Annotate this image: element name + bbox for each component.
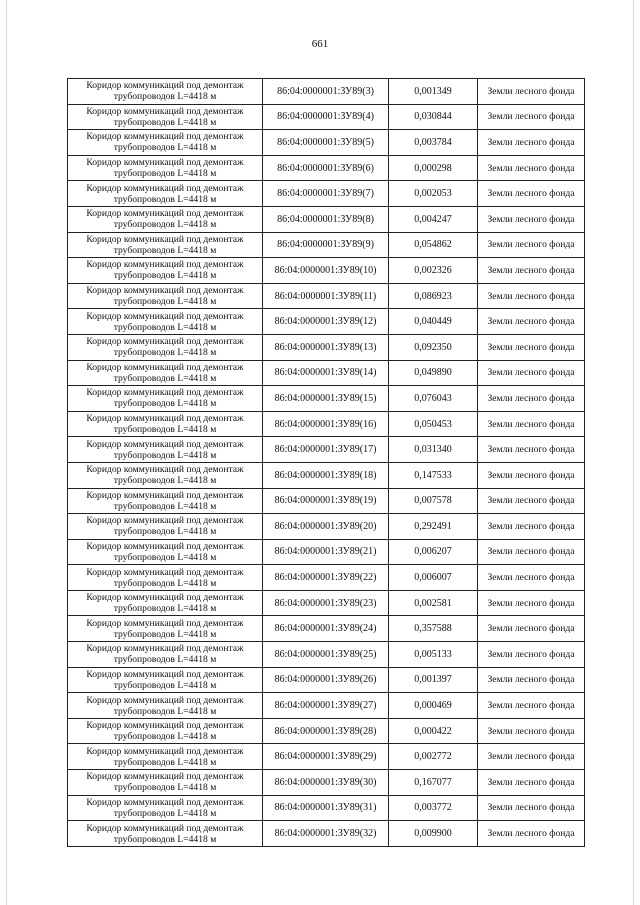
cell-description (68, 181, 263, 207)
description-line-1: Коридор коммуникаций под демонтаж (86, 361, 244, 373)
description-line-1: Коридор коммуникаций под демонтаж (86, 438, 244, 450)
description-line-1: Коридор коммуникаций под демонтаж (86, 182, 244, 194)
cell-land-category: Земли лесного фонда (478, 283, 585, 309)
cell-cadastral-number: 86:04:0000001:ЗУ89(13) (263, 334, 389, 360)
cell-cadastral-number: 86:04:0000001:ЗУ89(14) (263, 360, 389, 386)
cell-cadastral-number: 86:04:0000001:ЗУ89(16) (263, 411, 389, 437)
table-row (68, 309, 585, 335)
description-line-1: Коридор коммуникаций под демонтаж (86, 566, 244, 578)
cell-description (68, 232, 263, 258)
description-line-2: трубопроводов L=4418 м (113, 577, 217, 589)
cell-land-category: Земли лесного фонда (478, 79, 585, 105)
cell-area: 0,076043 (389, 386, 478, 412)
cell-area: 0,357588 (389, 616, 478, 642)
description-line-1: Коридор коммуникаций под демонтаж (86, 105, 244, 117)
cell-cadastral-number: 86:04:0000001:ЗУ89(18) (263, 462, 389, 488)
cell-land-category: Земли лесного фонда (478, 795, 585, 821)
description-line-2: трубопроводов L=4418 м (113, 168, 217, 180)
description-line-2: трубопроводов L=4418 м (113, 603, 217, 615)
cell-land-category: Земли лесного фонда (478, 411, 585, 437)
description-line-2: трубопроводов L=4418 м (113, 628, 217, 640)
description-line-2: трубопроводов L=4418 м (113, 807, 217, 819)
description-line-2: трубопроводов L=4418 м (113, 500, 217, 512)
scan-edge-right (633, 0, 634, 905)
cell-area: 0,003772 (389, 795, 478, 821)
description-line-1: Коридор коммуникаций под демонтаж (86, 131, 244, 143)
cell-land-category: Земли лесного фонда (478, 744, 585, 770)
cell-land-category: Земли лесного фонда (478, 386, 585, 412)
description-line-2: трубопроводов L=4418 м (113, 219, 217, 231)
description-line-1: Коридор коммуникаций под демонтаж (86, 771, 244, 783)
cell-area: 0,292491 (389, 514, 478, 540)
description-line-2: трубопроводов L=4418 м (113, 731, 217, 743)
cell-land-category: Земли лесного фонда (478, 616, 585, 642)
table-row (68, 155, 585, 181)
table-row (68, 104, 585, 130)
description-line-1: Коридор коммуникаций под демонтаж (86, 464, 244, 476)
cell-cadastral-number: 86:04:0000001:ЗУ89(25) (263, 642, 389, 668)
description-line-1: Коридор коммуникаций под демонтаж (86, 822, 244, 834)
cell-land-category: Земли лесного фонда (478, 514, 585, 540)
cell-area: 0,002581 (389, 590, 478, 616)
description-line-2: трубопроводов L=4418 м (113, 551, 217, 563)
cell-area: 0,000422 (389, 718, 478, 744)
cell-land-category: Земли лесного фонда (478, 693, 585, 719)
cell-area: 0,007578 (389, 488, 478, 514)
description-line-1: Коридор коммуникаций под демонтаж (86, 310, 244, 322)
description-line-1: Коридор коммуникаций под демонтаж (86, 617, 244, 629)
table-row (68, 232, 585, 258)
cell-land-category: Земли лесного фонда (478, 360, 585, 386)
table-body (68, 79, 585, 847)
table-row (68, 79, 585, 105)
cell-land-category: Земли лесного фонда (478, 667, 585, 693)
cell-description (68, 206, 263, 232)
cell-description (68, 334, 263, 360)
table-row (68, 334, 585, 360)
description-line-2: трубопроводов L=4418 м (113, 270, 217, 282)
cell-cadastral-number: 86:04:0000001:ЗУ89(3) (263, 79, 389, 105)
cell-area: 0,086923 (389, 283, 478, 309)
cell-area: 0,005133 (389, 642, 478, 668)
table-row (68, 744, 585, 770)
description-line-2: трубопроводов L=4418 м (113, 756, 217, 768)
cell-cadastral-number: 86:04:0000001:ЗУ89(6) (263, 155, 389, 181)
cell-cadastral-number: 86:04:0000001:ЗУ89(31) (263, 795, 389, 821)
cell-area: 0,006207 (389, 539, 478, 565)
cell-cadastral-number: 86:04:0000001:ЗУ89(29) (263, 744, 389, 770)
cell-cadastral-number: 86:04:0000001:ЗУ89(32) (263, 821, 389, 847)
cell-description (68, 590, 263, 616)
cell-area: 0,001397 (389, 667, 478, 693)
description-line-1: Коридор коммуникаций под демонтаж (86, 285, 244, 297)
cell-land-category: Земли лесного фонда (478, 232, 585, 258)
description-line-2: трубопроводов L=4418 м (113, 782, 217, 794)
description-line-1: Коридор коммуникаций под демонтаж (86, 157, 244, 169)
cell-land-category: Земли лесного фонда (478, 488, 585, 514)
table-row (68, 590, 585, 616)
description-line-1: Коридор коммуникаций под демонтаж (86, 643, 244, 655)
table-row (68, 770, 585, 796)
cell-area: 0,049890 (389, 360, 478, 386)
scan-edge-left (6, 0, 7, 905)
land-plots-table (67, 78, 585, 847)
cell-land-category: Земли лесного фонда (478, 565, 585, 591)
cell-description (68, 770, 263, 796)
cell-area: 0,030844 (389, 104, 478, 130)
description-line-2: трубопроводов L=4418 м (113, 449, 217, 461)
description-line-2: трубопроводов L=4418 м (113, 142, 217, 154)
description-line-1: Коридор коммуникаций под демонтаж (86, 745, 244, 757)
cell-land-category: Земли лесного фонда (478, 181, 585, 207)
cell-area: 0,000469 (389, 693, 478, 719)
description-line-1: Коридор коммуникаций под демонтаж (86, 387, 244, 399)
cell-description (68, 258, 263, 284)
cell-area: 0,000298 (389, 155, 478, 181)
cell-cadastral-number: 86:04:0000001:ЗУ89(20) (263, 514, 389, 540)
cell-description (68, 411, 263, 437)
cell-area: 0,167077 (389, 770, 478, 796)
table-row (68, 821, 585, 847)
cell-cadastral-number: 86:04:0000001:ЗУ89(10) (263, 258, 389, 284)
description-line-2: трубопроводов L=4418 м (113, 526, 217, 538)
table-row (68, 386, 585, 412)
cell-description (68, 360, 263, 386)
description-line-2: трубопроводов L=4418 м (113, 398, 217, 410)
cell-cadastral-number: 86:04:0000001:ЗУ89(12) (263, 309, 389, 335)
table-row (68, 565, 585, 591)
table-row (68, 462, 585, 488)
description-line-2: трубопроводов L=4418 м (113, 679, 217, 691)
cell-area: 0,004247 (389, 206, 478, 232)
cell-area: 0,006007 (389, 565, 478, 591)
description-line-2: трубопроводов L=4418 м (113, 475, 217, 487)
cell-description (68, 130, 263, 156)
cell-land-category: Земли лесного фонда (478, 104, 585, 130)
cell-land-category: Земли лесного фонда (478, 770, 585, 796)
cell-area: 0,002326 (389, 258, 478, 284)
description-line-2: трубопроводов L=4418 м (113, 654, 217, 666)
cell-cadastral-number: 86:04:0000001:ЗУ89(4) (263, 104, 389, 130)
cell-description (68, 488, 263, 514)
cell-cadastral-number: 86:04:0000001:ЗУ89(22) (263, 565, 389, 591)
cell-description (68, 693, 263, 719)
table-row (68, 130, 585, 156)
description-line-1: Коридор коммуникаций под демонтаж (86, 489, 244, 501)
cell-area: 0,050453 (389, 411, 478, 437)
table-row (68, 514, 585, 540)
cell-description (68, 642, 263, 668)
cell-land-category: Земли лесного фонда (478, 130, 585, 156)
cell-area: 0,147533 (389, 462, 478, 488)
cell-description (68, 565, 263, 591)
cell-description (68, 514, 263, 540)
table-row (68, 360, 585, 386)
cell-description (68, 104, 263, 130)
cell-land-category: Земли лесного фонда (478, 590, 585, 616)
cell-cadastral-number: 86:04:0000001:ЗУ89(28) (263, 718, 389, 744)
cell-land-category: Земли лесного фонда (478, 642, 585, 668)
cell-description (68, 744, 263, 770)
cell-land-category: Земли лесного фонда (478, 334, 585, 360)
cell-land-category: Земли лесного фонда (478, 821, 585, 847)
table-row (68, 181, 585, 207)
description-line-2: трубопроводов L=4418 м (113, 321, 217, 333)
cell-area: 0,001349 (389, 79, 478, 105)
table-row (68, 667, 585, 693)
cell-land-category: Земли лесного фонда (478, 718, 585, 744)
description-line-1: Коридор коммуникаций под демонтаж (86, 233, 244, 245)
cell-description (68, 155, 263, 181)
cell-area: 0,092350 (389, 334, 478, 360)
table-row (68, 437, 585, 463)
description-line-2: трубопроводов L=4418 м (113, 193, 217, 205)
description-line-2: трубопроводов L=4418 м (113, 91, 217, 103)
cell-description (68, 283, 263, 309)
cell-area: 0,003784 (389, 130, 478, 156)
cell-description (68, 616, 263, 642)
table-row (68, 258, 585, 284)
description-line-2: трубопроводов L=4418 м (113, 347, 217, 359)
description-line-2: трубопроводов L=4418 м (113, 705, 217, 717)
cell-cadastral-number: 86:04:0000001:ЗУ89(30) (263, 770, 389, 796)
description-line-1: Коридор коммуникаций под демонтаж (86, 259, 244, 271)
cell-cadastral-number: 86:04:0000001:ЗУ89(15) (263, 386, 389, 412)
cell-cadastral-number: 86:04:0000001:ЗУ89(27) (263, 693, 389, 719)
table-row (68, 539, 585, 565)
table-row (68, 642, 585, 668)
cell-land-category: Земли лесного фонда (478, 539, 585, 565)
cell-land-category: Земли лесного фонда (478, 155, 585, 181)
description-line-1: Коридор коммуникаций под демонтаж (86, 540, 244, 552)
cell-description (68, 462, 263, 488)
cell-description (68, 795, 263, 821)
cell-cadastral-number: 86:04:0000001:ЗУ89(5) (263, 130, 389, 156)
cell-cadastral-number: 86:04:0000001:ЗУ89(9) (263, 232, 389, 258)
cell-cadastral-number: 86:04:0000001:ЗУ89(19) (263, 488, 389, 514)
page-number: 661 (311, 38, 329, 50)
cell-area: 0,002772 (389, 744, 478, 770)
cell-description (68, 386, 263, 412)
cell-area: 0,009900 (389, 821, 478, 847)
cell-cadastral-number: 86:04:0000001:ЗУ89(23) (263, 590, 389, 616)
table-row (68, 616, 585, 642)
cell-area: 0,002053 (389, 181, 478, 207)
cell-area: 0,054862 (389, 232, 478, 258)
description-line-1: Коридор коммуникаций под демонтаж (86, 515, 244, 527)
description-line-1: Коридор коммуникаций под демонтаж (86, 796, 244, 808)
cell-description (68, 437, 263, 463)
description-line-2: трубопроводов L=4418 м (113, 833, 217, 845)
cell-land-category: Земли лесного фонда (478, 462, 585, 488)
description-line-1: Коридор коммуникаций под демонтаж (86, 208, 244, 220)
table-row (68, 283, 585, 309)
cell-description (68, 79, 263, 105)
table-row (68, 718, 585, 744)
cell-land-category: Земли лесного фонда (478, 206, 585, 232)
cell-description (68, 667, 263, 693)
description-line-2: трубопроводов L=4418 м (113, 296, 217, 308)
cell-description (68, 539, 263, 565)
description-line-1: Коридор коммуникаций под демонтаж (86, 694, 244, 706)
table-row (68, 411, 585, 437)
cell-land-category: Земли лесного фонда (478, 258, 585, 284)
cell-description (68, 309, 263, 335)
cell-land-category: Земли лесного фонда (478, 437, 585, 463)
cell-description (68, 821, 263, 847)
table-row (68, 795, 585, 821)
cell-land-category: Земли лесного фонда (478, 309, 585, 335)
description-line-1: Коридор коммуникаций под демонтаж (86, 336, 244, 348)
table-row (68, 488, 585, 514)
description-line-2: трубопроводов L=4418 м (113, 424, 217, 436)
table-row (68, 206, 585, 232)
description-line-1: Коридор коммуникаций под демонтаж (86, 413, 244, 425)
table-row (68, 693, 585, 719)
cell-cadastral-number: 86:04:0000001:ЗУ89(24) (263, 616, 389, 642)
cell-cadastral-number: 86:04:0000001:ЗУ89(7) (263, 181, 389, 207)
cell-cadastral-number: 86:04:0000001:ЗУ89(17) (263, 437, 389, 463)
description-line-1: Коридор коммуникаций под демонтаж (86, 720, 244, 732)
cell-cadastral-number: 86:04:0000001:ЗУ89(21) (263, 539, 389, 565)
description-line-2: трубопроводов L=4418 м (113, 372, 217, 384)
cell-cadastral-number: 86:04:0000001:ЗУ89(11) (263, 283, 389, 309)
cell-area: 0,040449 (389, 309, 478, 335)
cell-cadastral-number: 86:04:0000001:ЗУ89(8) (263, 206, 389, 232)
description-line-2: трубопроводов L=4418 м (113, 244, 217, 256)
cell-area: 0,031340 (389, 437, 478, 463)
description-line-1: Коридор коммуникаций под демонтаж (86, 668, 244, 680)
description-line-1: Коридор коммуникаций под демонтаж (86, 80, 244, 92)
description-line-1: Коридор коммуникаций под демонтаж (86, 592, 244, 604)
cell-description (68, 718, 263, 744)
description-line-2: трубопроводов L=4418 м (113, 116, 217, 128)
cell-cadastral-number: 86:04:0000001:ЗУ89(26) (263, 667, 389, 693)
